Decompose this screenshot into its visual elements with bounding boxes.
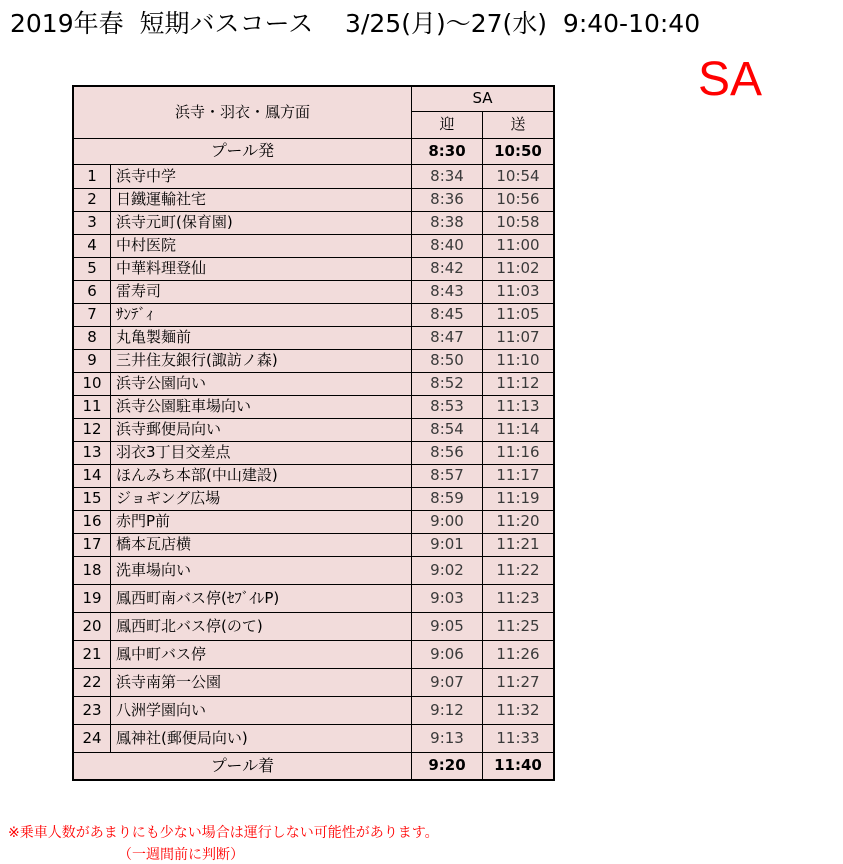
stop-name: 浜寺郵便局向い [111, 418, 412, 441]
stop-number: 19 [73, 584, 111, 612]
course-label: SA [412, 86, 555, 111]
depart-pickup-time: 8:30 [412, 138, 483, 164]
stop-number: 23 [73, 696, 111, 724]
page-title: 2019年春 短期バスコース 3/25(月)～27(水) 9:40-10:40 [10, 9, 701, 38]
stop-name: 鳳西町南バス停(ｾﾌﾞｲﾚP) [111, 584, 412, 612]
stop-name: 中村医院 [111, 234, 412, 257]
pickup-time: 9:03 [412, 584, 483, 612]
dropoff-time: 10:56 [483, 188, 555, 211]
pickup-time: 8:40 [412, 234, 483, 257]
table-row [73, 257, 554, 280]
table-row [73, 280, 554, 303]
table-row [73, 533, 554, 556]
stop-number: 4 [73, 234, 111, 257]
stop-number: 24 [73, 724, 111, 752]
stop-name: 丸亀製麺前 [111, 326, 412, 349]
dropoff-time: 11:00 [483, 234, 555, 257]
pickup-time: 8:45 [412, 303, 483, 326]
table-row [73, 464, 554, 487]
table-row [73, 696, 554, 724]
dropoff-time: 11:07 [483, 326, 555, 349]
dropoff-header: 送 [483, 111, 555, 138]
dropoff-time: 11:25 [483, 612, 555, 640]
pickup-time: 9:01 [412, 533, 483, 556]
dropoff-time: 11:17 [483, 464, 555, 487]
stop-number: 8 [73, 326, 111, 349]
stop-name: 鳳中町バス停 [111, 640, 412, 668]
stop-number: 18 [73, 556, 111, 584]
pickup-time: 8:34 [412, 164, 483, 188]
notice-subtext: （一週間前に判断） [118, 847, 244, 863]
stop-name: 羽衣3丁目交差点 [111, 441, 412, 464]
dropoff-time: 10:58 [483, 211, 555, 234]
dropoff-time: 11:02 [483, 257, 555, 280]
stop-number: 11 [73, 395, 111, 418]
dropoff-time: 11:21 [483, 533, 555, 556]
pickup-time: 8:42 [412, 257, 483, 280]
stop-number: 15 [73, 487, 111, 510]
stop-number: 12 [73, 418, 111, 441]
notice-text: ※乗車人数があまりにも少ない場合は運行しない可能性があります。 [8, 825, 439, 841]
table-row [73, 441, 554, 464]
table-row [73, 303, 554, 326]
stop-name: 浜寺公園向い [111, 372, 412, 395]
pickup-time: 8:47 [412, 326, 483, 349]
dropoff-time: 11:14 [483, 418, 555, 441]
stop-name: 赤門P前 [111, 510, 412, 533]
table-row [73, 349, 554, 372]
stop-name: 鳳西町北バス停(のて) [111, 612, 412, 640]
dropoff-time: 11:20 [483, 510, 555, 533]
stop-name: 浜寺南第一公園 [111, 668, 412, 696]
table-row [73, 510, 554, 533]
dropoff-time: 11:12 [483, 372, 555, 395]
stop-name: 洗車場向い [111, 556, 412, 584]
stop-number: 1 [73, 164, 111, 188]
stop-number: 9 [73, 349, 111, 372]
table-row [73, 234, 554, 257]
stop-number: 6 [73, 280, 111, 303]
pickup-time: 8:52 [412, 372, 483, 395]
table-row [73, 326, 554, 349]
pickup-time: 9:12 [412, 696, 483, 724]
table-row [73, 612, 554, 640]
table-row [73, 584, 554, 612]
pickup-header: 迎 [412, 111, 483, 138]
pickup-time: 9:07 [412, 668, 483, 696]
table-row [73, 395, 554, 418]
stop-name: ジョギング広場 [111, 487, 412, 510]
table-row [73, 211, 554, 234]
pickup-time: 8:43 [412, 280, 483, 303]
pickup-time: 8:57 [412, 464, 483, 487]
table-row [73, 556, 554, 584]
stop-number: 17 [73, 533, 111, 556]
depart-dropoff-time: 10:50 [483, 138, 555, 164]
stop-name: 浜寺中学 [111, 164, 412, 188]
dropoff-time: 11:10 [483, 349, 555, 372]
pickup-time: 8:50 [412, 349, 483, 372]
dropoff-time: 11:33 [483, 724, 555, 752]
stop-number: 7 [73, 303, 111, 326]
pickup-time: 9:05 [412, 612, 483, 640]
table-row [73, 188, 554, 211]
table-row [73, 724, 554, 752]
bus-timetable [72, 85, 555, 781]
pickup-time: 8:56 [412, 441, 483, 464]
pickup-time: 8:54 [412, 418, 483, 441]
stop-name: 浜寺元町(保育園) [111, 211, 412, 234]
stop-number: 16 [73, 510, 111, 533]
pickup-time: 9:13 [412, 724, 483, 752]
dropoff-time: 11:03 [483, 280, 555, 303]
stop-number: 10 [73, 372, 111, 395]
stop-name: 雷寿司 [111, 280, 412, 303]
arrive-label: プール着 [73, 752, 412, 780]
stop-name: ほんみち本部(中山建設) [111, 464, 412, 487]
depart-label: プール発 [73, 138, 412, 164]
stop-number: 3 [73, 211, 111, 234]
stop-number: 20 [73, 612, 111, 640]
table-row [73, 640, 554, 668]
stop-number: 2 [73, 188, 111, 211]
stop-number: 14 [73, 464, 111, 487]
stop-name: 橋本瓦店横 [111, 533, 412, 556]
table-row [73, 372, 554, 395]
table-row [73, 164, 554, 188]
dropoff-time: 11:32 [483, 696, 555, 724]
arrive-pickup-time: 9:20 [412, 752, 483, 780]
direction-label: 浜寺・羽衣・鳳方面 [73, 86, 412, 138]
route-code-label: SA [698, 53, 763, 106]
stop-name: 三井住友銀行(諏訪ノ森) [111, 349, 412, 372]
stop-name: 中華料理登仙 [111, 257, 412, 280]
pickup-time: 8:53 [412, 395, 483, 418]
stop-number: 21 [73, 640, 111, 668]
pickup-time: 9:06 [412, 640, 483, 668]
dropoff-time: 11:13 [483, 395, 555, 418]
table-row [73, 487, 554, 510]
arrive-dropoff-time: 11:40 [483, 752, 555, 780]
pickup-time: 8:38 [412, 211, 483, 234]
dropoff-time: 10:54 [483, 164, 555, 188]
table-row [73, 418, 554, 441]
stop-name: 浜寺公園駐車場向い [111, 395, 412, 418]
pickup-time: 9:00 [412, 510, 483, 533]
table-row [73, 668, 554, 696]
pickup-time: 9:02 [412, 556, 483, 584]
dropoff-time: 11:16 [483, 441, 555, 464]
stop-number: 13 [73, 441, 111, 464]
stop-name: 八洲学園向い [111, 696, 412, 724]
dropoff-time: 11:05 [483, 303, 555, 326]
dropoff-time: 11:22 [483, 556, 555, 584]
stop-number: 5 [73, 257, 111, 280]
stop-name: 日鐵運輸社宅 [111, 188, 412, 211]
dropoff-time: 11:27 [483, 668, 555, 696]
pickup-time: 8:59 [412, 487, 483, 510]
dropoff-time: 11:26 [483, 640, 555, 668]
stop-name: 鳳神社(郵便局向い) [111, 724, 412, 752]
stop-number: 22 [73, 668, 111, 696]
pickup-time: 8:36 [412, 188, 483, 211]
dropoff-time: 11:19 [483, 487, 555, 510]
dropoff-time: 11:23 [483, 584, 555, 612]
stop-name: ｻﾝﾃﾞｨ [111, 303, 412, 326]
